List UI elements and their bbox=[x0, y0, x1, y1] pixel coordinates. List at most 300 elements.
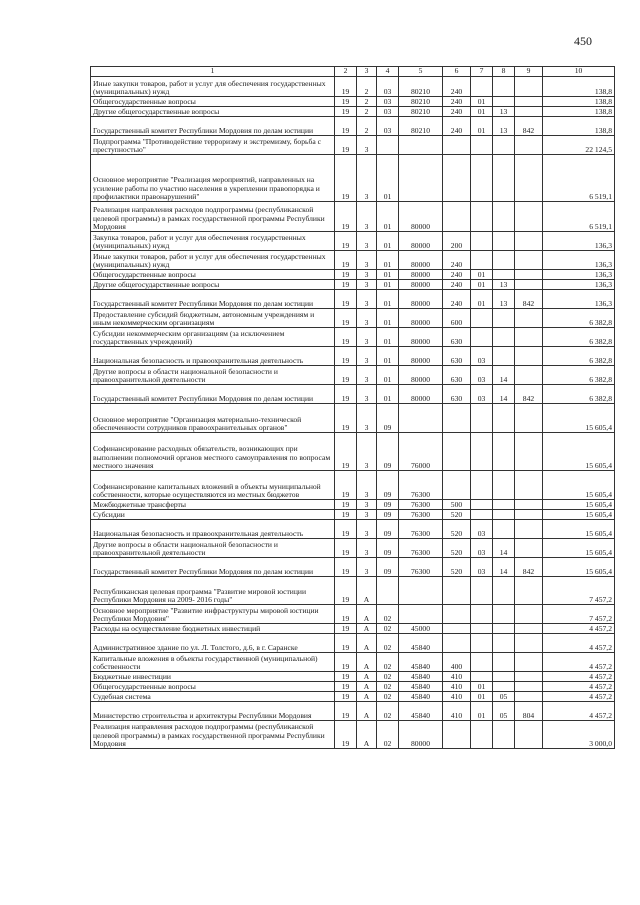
row-code: 19 bbox=[335, 702, 357, 721]
row-code bbox=[493, 634, 515, 653]
row-description: Подпрограмма "Противодействие терроризму и экстремизму, борьба с преступностью" bbox=[91, 136, 335, 155]
table-row bbox=[91, 290, 615, 309]
row-code: 2 bbox=[357, 117, 377, 136]
row-code: 19 bbox=[335, 117, 357, 136]
row-description: Основное мероприятие "Реализация мероприятий, направленных на усиление работы по участию населения в укреплении правопорядка и профилактики правонарушений" bbox=[91, 155, 335, 202]
row-code bbox=[471, 500, 493, 510]
row-code bbox=[493, 328, 515, 347]
row-code: 3 bbox=[357, 155, 377, 202]
row-code bbox=[515, 366, 543, 385]
row-amount: 15 605,4 bbox=[543, 510, 615, 520]
row-amount: 22 124,5 bbox=[543, 136, 615, 155]
row-code: 80000 bbox=[399, 202, 443, 232]
row-code: 80210 bbox=[399, 117, 443, 136]
row-code: 240 bbox=[443, 117, 471, 136]
row-code: 19 bbox=[335, 520, 357, 539]
row-description: Реализация направления расходов подпрограммы (республиканской целевой программы) в рамках государственной программы Республики Мордовия bbox=[91, 721, 335, 749]
table-row bbox=[91, 404, 615, 433]
row-amount: 4 457,2 bbox=[543, 692, 615, 702]
row-code bbox=[515, 672, 543, 682]
row-code: 80000 bbox=[399, 232, 443, 251]
table-row bbox=[91, 692, 615, 702]
row-code: 3 bbox=[357, 251, 377, 270]
row-code: 3 bbox=[357, 347, 377, 366]
row-description: Другие вопросы в области национальной безопасности и правоохранительной деятельности bbox=[91, 539, 335, 558]
row-amount: 138,8 bbox=[543, 117, 615, 136]
row-description: Закупка товаров, работ и услуг для обеспечения государственных (муниципальных) нужд bbox=[91, 232, 335, 251]
row-code bbox=[443, 155, 471, 202]
table-header-row bbox=[91, 67, 615, 77]
row-code: 80210 bbox=[399, 107, 443, 117]
row-description: Субсидии некоммерческим организациям (за исключением государственных учреждений) bbox=[91, 328, 335, 347]
row-code bbox=[515, 721, 543, 749]
row-code: 01 bbox=[471, 682, 493, 692]
row-code: 45840 bbox=[399, 672, 443, 682]
row-code: 19 bbox=[335, 232, 357, 251]
row-code bbox=[493, 77, 515, 97]
row-code: 09 bbox=[377, 520, 399, 539]
row-code bbox=[493, 471, 515, 500]
row-code: 19 bbox=[335, 290, 357, 309]
row-code bbox=[471, 328, 493, 347]
header-cell: 2 bbox=[335, 67, 357, 77]
table-row bbox=[91, 672, 615, 682]
row-code bbox=[399, 605, 443, 624]
row-code bbox=[493, 520, 515, 539]
row-code: 19 bbox=[335, 77, 357, 97]
row-code: 01 bbox=[377, 232, 399, 251]
row-code bbox=[493, 605, 515, 624]
header-cell: 8 bbox=[493, 67, 515, 77]
table-row bbox=[91, 510, 615, 520]
row-code: 76300 bbox=[399, 510, 443, 520]
row-code: 3 bbox=[357, 366, 377, 385]
row-code bbox=[471, 624, 493, 634]
row-code bbox=[399, 577, 443, 605]
row-code bbox=[493, 500, 515, 510]
row-code: 80000 bbox=[399, 366, 443, 385]
row-code bbox=[515, 136, 543, 155]
row-amount: 136,3 bbox=[543, 251, 615, 270]
row-code: 01 bbox=[377, 347, 399, 366]
row-code: 240 bbox=[443, 280, 471, 290]
row-code bbox=[515, 605, 543, 624]
row-code bbox=[493, 347, 515, 366]
row-code: 3 bbox=[357, 404, 377, 433]
row-code bbox=[443, 624, 471, 634]
row-code: 05 bbox=[493, 692, 515, 702]
table-row bbox=[91, 539, 615, 558]
table-row bbox=[91, 653, 615, 672]
row-amount: 136,3 bbox=[543, 232, 615, 251]
row-code bbox=[493, 721, 515, 749]
table-row bbox=[91, 634, 615, 653]
row-description: Софинансирование капитальных вложений в объекты муниципальной собственности, которые осуществляются из местных бюджетов bbox=[91, 471, 335, 500]
row-description: Общегосударственные вопросы bbox=[91, 270, 335, 280]
row-code: 45840 bbox=[399, 653, 443, 672]
table-row bbox=[91, 155, 615, 202]
row-code bbox=[443, 634, 471, 653]
row-code: 3 bbox=[357, 328, 377, 347]
row-code: 09 bbox=[377, 404, 399, 433]
table-row bbox=[91, 97, 615, 107]
row-amount: 15 605,4 bbox=[543, 520, 615, 539]
row-code: 76300 bbox=[399, 471, 443, 500]
row-amount: 136,3 bbox=[543, 280, 615, 290]
header-cell: 9 bbox=[515, 67, 543, 77]
row-code bbox=[471, 202, 493, 232]
row-code: 240 bbox=[443, 251, 471, 270]
row-code: 842 bbox=[515, 558, 543, 577]
row-amount: 138,8 bbox=[543, 97, 615, 107]
row-description: Основное мероприятие "Развитие инфраструктуры мировой юстиции Республики Мордовия" bbox=[91, 605, 335, 624]
row-code: 19 bbox=[335, 433, 357, 471]
row-code: 19 bbox=[335, 605, 357, 624]
row-code bbox=[515, 577, 543, 605]
row-code: 3 bbox=[357, 232, 377, 251]
table-row bbox=[91, 500, 615, 510]
row-code bbox=[493, 624, 515, 634]
row-code: 3 bbox=[357, 471, 377, 500]
row-code: 76300 bbox=[399, 539, 443, 558]
table-row bbox=[91, 232, 615, 251]
row-code: 19 bbox=[335, 404, 357, 433]
row-code: 410 bbox=[443, 672, 471, 682]
row-code: 05 bbox=[493, 702, 515, 721]
row-code: 842 bbox=[515, 290, 543, 309]
row-amount: 6 519,1 bbox=[543, 155, 615, 202]
row-code: 19 bbox=[335, 510, 357, 520]
table-row bbox=[91, 471, 615, 500]
row-code bbox=[377, 577, 399, 605]
row-code: 80210 bbox=[399, 77, 443, 97]
row-amount: 15 605,4 bbox=[543, 471, 615, 500]
row-code: А bbox=[357, 634, 377, 653]
row-description: Административное здание по ул. Л. Толстого, д.6, в г. Саранске bbox=[91, 634, 335, 653]
row-code: 19 bbox=[335, 366, 357, 385]
row-code bbox=[471, 433, 493, 471]
row-code bbox=[515, 500, 543, 510]
row-code: 80000 bbox=[399, 721, 443, 749]
row-code: 02 bbox=[377, 692, 399, 702]
row-code: 19 bbox=[335, 202, 357, 232]
budget-table bbox=[90, 66, 615, 749]
row-code: 76300 bbox=[399, 520, 443, 539]
table-row bbox=[91, 270, 615, 280]
row-code: 19 bbox=[335, 682, 357, 692]
row-amount: 4 457,2 bbox=[543, 634, 615, 653]
row-code: 14 bbox=[493, 539, 515, 558]
row-amount: 15 605,4 bbox=[543, 558, 615, 577]
row-description: Министерство строительства и архитектуры Республики Мордовия bbox=[91, 702, 335, 721]
row-amount: 6 382,8 bbox=[543, 309, 615, 328]
row-code: 19 bbox=[335, 577, 357, 605]
row-code: 01 bbox=[471, 702, 493, 721]
row-code: 600 bbox=[443, 309, 471, 328]
row-code: 03 bbox=[377, 77, 399, 97]
row-code: 14 bbox=[493, 385, 515, 404]
row-code bbox=[471, 309, 493, 328]
row-code: 2 bbox=[357, 77, 377, 97]
row-code: 630 bbox=[443, 347, 471, 366]
row-code: 02 bbox=[377, 605, 399, 624]
row-amount: 6 382,8 bbox=[543, 385, 615, 404]
row-code: 80000 bbox=[399, 290, 443, 309]
row-code: 804 bbox=[515, 702, 543, 721]
row-code bbox=[493, 155, 515, 202]
row-code: 410 bbox=[443, 692, 471, 702]
row-amount: 7 457,2 bbox=[543, 605, 615, 624]
row-code bbox=[515, 202, 543, 232]
row-code: 45840 bbox=[399, 702, 443, 721]
header-cell: 3 bbox=[357, 67, 377, 77]
row-code bbox=[443, 136, 471, 155]
row-code bbox=[493, 309, 515, 328]
row-code: 80210 bbox=[399, 97, 443, 107]
row-code bbox=[443, 202, 471, 232]
row-code: 3 bbox=[357, 510, 377, 520]
table-row bbox=[91, 721, 615, 749]
row-code: 02 bbox=[377, 682, 399, 692]
row-code: 520 bbox=[443, 539, 471, 558]
row-code: 80000 bbox=[399, 270, 443, 280]
row-code bbox=[515, 97, 543, 107]
header-cell: 6 bbox=[443, 67, 471, 77]
row-code: 14 bbox=[493, 366, 515, 385]
row-code: 01 bbox=[471, 117, 493, 136]
row-code bbox=[515, 270, 543, 280]
row-code bbox=[515, 653, 543, 672]
row-description: Другие общегосударственные вопросы bbox=[91, 280, 335, 290]
row-code: 02 bbox=[377, 702, 399, 721]
row-code bbox=[515, 280, 543, 290]
row-description: Софинансирование расходных обязательств, возникающих при выполнении полномочий органов местного самоуправления по вопросам местного значения bbox=[91, 433, 335, 471]
row-code bbox=[515, 107, 543, 117]
page-number: 450 bbox=[574, 34, 592, 48]
row-code: 01 bbox=[377, 290, 399, 309]
row-code bbox=[515, 634, 543, 653]
row-code: 19 bbox=[335, 624, 357, 634]
row-code: 13 bbox=[493, 107, 515, 117]
header-cell: 1 bbox=[91, 67, 335, 77]
row-code: 09 bbox=[377, 539, 399, 558]
row-code: 09 bbox=[377, 433, 399, 471]
row-description: Государственный комитет Республики Мордовия по делам юстиции bbox=[91, 385, 335, 404]
row-code: 03 bbox=[377, 97, 399, 107]
row-code: 400 bbox=[443, 653, 471, 672]
row-amount: 15 605,4 bbox=[543, 404, 615, 433]
row-code: 76000 bbox=[399, 433, 443, 471]
table-row bbox=[91, 385, 615, 404]
row-code bbox=[493, 270, 515, 280]
row-code bbox=[471, 251, 493, 270]
row-code: 80000 bbox=[399, 309, 443, 328]
row-code: 19 bbox=[335, 280, 357, 290]
row-code bbox=[493, 251, 515, 270]
row-code: 01 bbox=[377, 280, 399, 290]
row-code: 80000 bbox=[399, 328, 443, 347]
header-cell: 5 bbox=[399, 67, 443, 77]
row-code: 01 bbox=[377, 309, 399, 328]
row-code bbox=[443, 404, 471, 433]
table-row bbox=[91, 107, 615, 117]
row-code: 01 bbox=[471, 270, 493, 280]
row-code: 520 bbox=[443, 558, 471, 577]
row-code: 09 bbox=[377, 471, 399, 500]
row-code bbox=[493, 682, 515, 692]
row-code: 80000 bbox=[399, 251, 443, 270]
row-code: 2 bbox=[357, 97, 377, 107]
row-code bbox=[471, 672, 493, 682]
row-code: 19 bbox=[335, 347, 357, 366]
row-amount: 7 457,2 bbox=[543, 577, 615, 605]
row-code bbox=[515, 309, 543, 328]
row-code: 03 bbox=[471, 366, 493, 385]
row-amount: 15 605,4 bbox=[543, 500, 615, 510]
row-code: 02 bbox=[377, 634, 399, 653]
row-code: 03 bbox=[471, 347, 493, 366]
row-code bbox=[471, 577, 493, 605]
row-code bbox=[515, 155, 543, 202]
row-code: 19 bbox=[335, 721, 357, 749]
table-row bbox=[91, 682, 615, 692]
table-row bbox=[91, 77, 615, 97]
row-code: 3 bbox=[357, 280, 377, 290]
row-code: 630 bbox=[443, 366, 471, 385]
row-code bbox=[515, 347, 543, 366]
row-amount: 4 457,2 bbox=[543, 702, 615, 721]
row-code: 01 bbox=[377, 385, 399, 404]
row-code: 842 bbox=[515, 117, 543, 136]
row-amount: 136,3 bbox=[543, 290, 615, 309]
row-code: 842 bbox=[515, 385, 543, 404]
row-code bbox=[493, 136, 515, 155]
row-code: 80000 bbox=[399, 385, 443, 404]
table-row bbox=[91, 520, 615, 539]
row-code bbox=[471, 77, 493, 97]
row-code bbox=[515, 232, 543, 251]
row-code bbox=[515, 520, 543, 539]
row-code: 19 bbox=[335, 309, 357, 328]
row-code bbox=[471, 634, 493, 653]
row-description: Предоставление субсидий бюджетным, автономным учреждениям и иным некоммерческим организациям bbox=[91, 309, 335, 328]
row-description: Реализация направления расходов подпрограммы (республиканской целевой программы) в рамках государственной программы Республики Мордовия bbox=[91, 202, 335, 232]
row-code bbox=[515, 433, 543, 471]
row-code: 13 bbox=[493, 290, 515, 309]
row-code bbox=[471, 136, 493, 155]
row-code: 02 bbox=[377, 672, 399, 682]
table-row bbox=[91, 309, 615, 328]
table-row bbox=[91, 117, 615, 136]
row-description: Национальная безопасность и правоохранительная деятельность bbox=[91, 347, 335, 366]
table-row bbox=[91, 280, 615, 290]
row-code: 09 bbox=[377, 510, 399, 520]
row-description: Основное мероприятие "Организация материально-технической обеспеченности сотрудников правоохранительных органов" bbox=[91, 404, 335, 433]
table-row bbox=[91, 624, 615, 634]
row-code: 13 bbox=[493, 117, 515, 136]
row-code: 630 bbox=[443, 328, 471, 347]
row-description: Капитальные вложения в объекты государственной (муниципальной) собственности bbox=[91, 653, 335, 672]
row-code bbox=[493, 232, 515, 251]
row-amount: 4 457,2 bbox=[543, 653, 615, 672]
row-description: Государственный комитет Республики Мордовия по делам юстиции bbox=[91, 290, 335, 309]
row-code: 19 bbox=[335, 385, 357, 404]
row-code bbox=[399, 404, 443, 433]
row-code: 410 bbox=[443, 682, 471, 692]
row-code: 240 bbox=[443, 290, 471, 309]
row-code: А bbox=[357, 672, 377, 682]
table-row bbox=[91, 605, 615, 624]
row-amount: 15 605,4 bbox=[543, 433, 615, 471]
row-amount: 15 605,4 bbox=[543, 539, 615, 558]
row-code bbox=[515, 404, 543, 433]
row-code: 09 bbox=[377, 558, 399, 577]
row-code: 01 bbox=[377, 328, 399, 347]
row-code bbox=[493, 202, 515, 232]
row-code: 3 bbox=[357, 309, 377, 328]
row-code: 520 bbox=[443, 520, 471, 539]
row-code bbox=[471, 232, 493, 251]
table-row bbox=[91, 328, 615, 347]
row-description: Субсидии bbox=[91, 510, 335, 520]
row-code: 500 bbox=[443, 500, 471, 510]
row-code: 03 bbox=[377, 117, 399, 136]
row-amount: 4 457,2 bbox=[543, 672, 615, 682]
row-code bbox=[493, 433, 515, 471]
row-amount: 4 457,2 bbox=[543, 682, 615, 692]
row-code: А bbox=[357, 702, 377, 721]
row-code: 19 bbox=[335, 136, 357, 155]
row-code bbox=[471, 510, 493, 520]
row-code bbox=[493, 653, 515, 672]
row-code bbox=[471, 471, 493, 500]
row-code: 01 bbox=[471, 280, 493, 290]
row-code: 01 bbox=[471, 97, 493, 107]
header-cell: 10 bbox=[543, 67, 615, 77]
row-code: 19 bbox=[335, 328, 357, 347]
row-code: 03 bbox=[471, 520, 493, 539]
row-code: 03 bbox=[471, 385, 493, 404]
row-code bbox=[515, 539, 543, 558]
row-description: Расходы на осуществление бюджетных инвестиций bbox=[91, 624, 335, 634]
row-code: 03 bbox=[471, 558, 493, 577]
row-code bbox=[443, 605, 471, 624]
row-code: 3 bbox=[357, 433, 377, 471]
row-code bbox=[471, 721, 493, 749]
row-description: Иные закупки товаров, работ и услуг для обеспечения государственных (муниципальных) нужд bbox=[91, 251, 335, 270]
row-code: 630 bbox=[443, 385, 471, 404]
row-amount: 138,8 bbox=[543, 107, 615, 117]
row-amount: 3 000,0 bbox=[543, 721, 615, 749]
row-code bbox=[471, 605, 493, 624]
row-code: 01 bbox=[471, 107, 493, 117]
row-code: 03 bbox=[377, 107, 399, 117]
row-code: 240 bbox=[443, 77, 471, 97]
row-description: Иные закупки товаров, работ и услуг для обеспечения государственных (муниципальных) нужд bbox=[91, 77, 335, 97]
table-row bbox=[91, 366, 615, 385]
row-code: 19 bbox=[335, 653, 357, 672]
row-code: А bbox=[357, 624, 377, 634]
header-cell: 7 bbox=[471, 67, 493, 77]
row-code: А bbox=[357, 605, 377, 624]
row-code: 80000 bbox=[399, 280, 443, 290]
row-code bbox=[443, 721, 471, 749]
row-code: 19 bbox=[335, 471, 357, 500]
row-code: 520 bbox=[443, 510, 471, 520]
row-code bbox=[493, 510, 515, 520]
row-code: 19 bbox=[335, 539, 357, 558]
row-code bbox=[399, 155, 443, 202]
